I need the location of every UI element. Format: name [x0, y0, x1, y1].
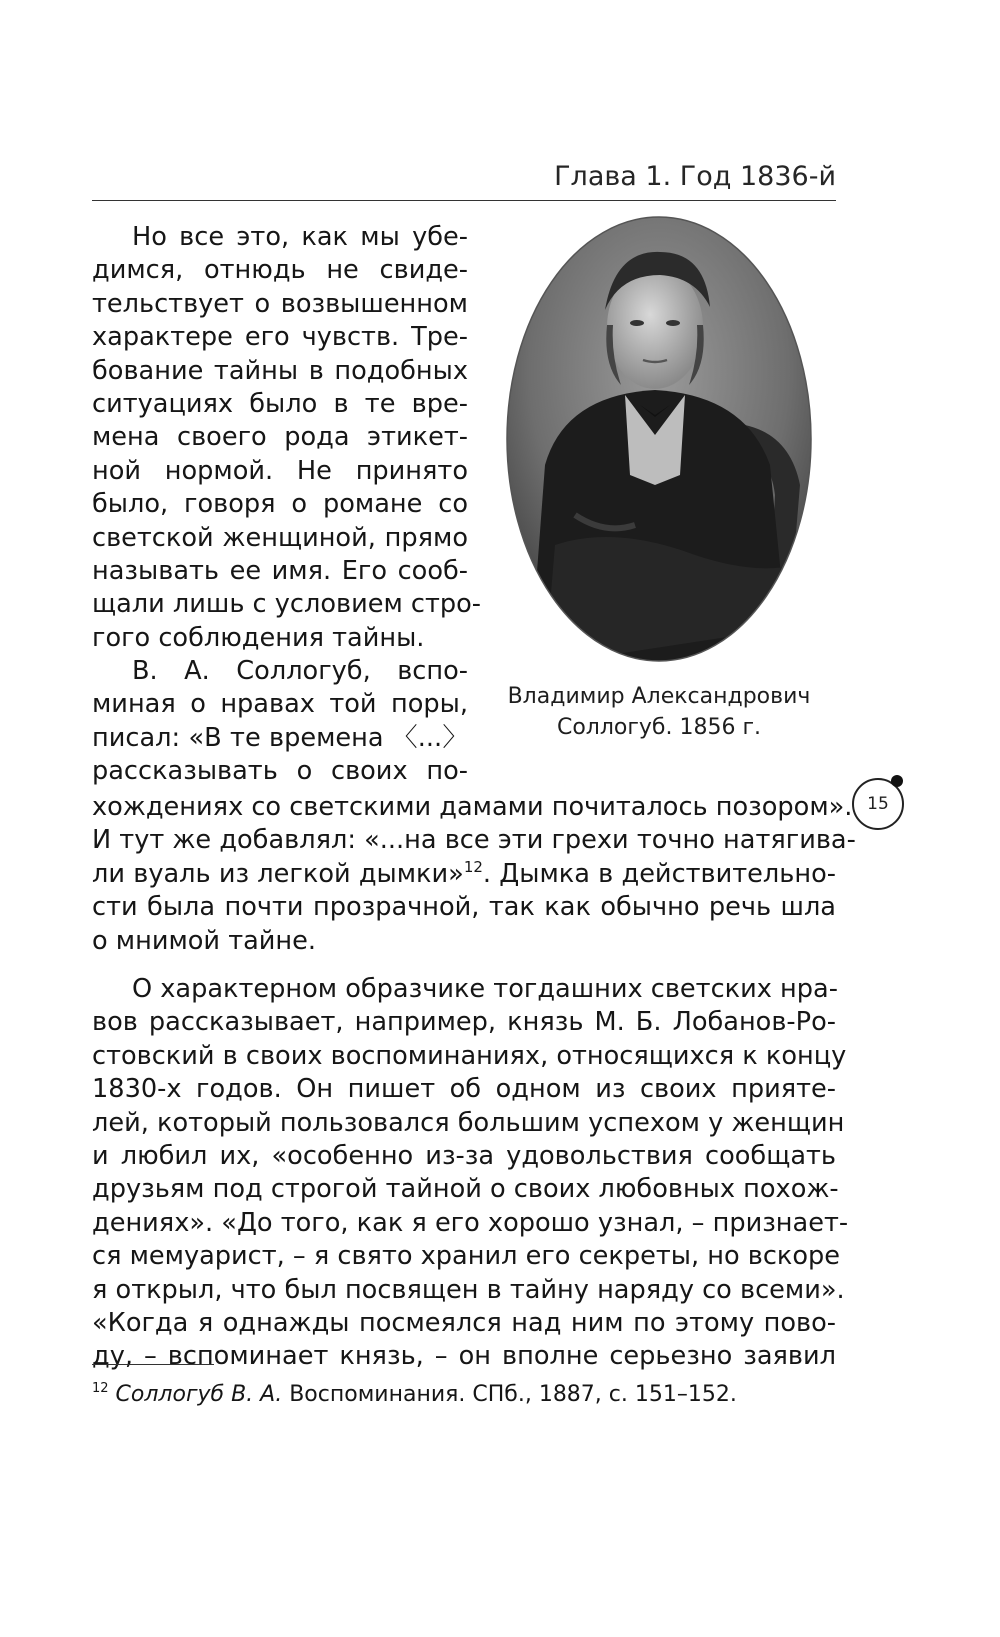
text-line: вов рассказывает, например, князь М. Б. Лобанов-Ро-	[92, 1007, 836, 1038]
text-line: мена своего рода этикет-	[92, 422, 468, 453]
text-line: щали лишь с условием стро-	[92, 589, 482, 620]
text-line: я открыл, что был посвящен в тайну наряду со всеми».	[92, 1274, 845, 1305]
footnote-reference: 12	[463, 857, 483, 876]
running-header: Глава 1. Год 1836-й	[554, 161, 836, 192]
header-rule	[92, 200, 836, 201]
paragraph-text	[92, 973, 849, 1374]
text-line: было, говоря о романе со	[92, 489, 468, 520]
text-line: О характерном образчике тогдашних светских нра-	[132, 974, 838, 1004]
text-line: характере его чувств. Тре-	[92, 322, 468, 353]
left-column-text	[92, 221, 482, 789]
text-line: друзьям под строгой тайной о своих любовных похож-	[92, 1174, 839, 1205]
text-line: и любил их, «особенно из-за удовольствия сообщать	[92, 1140, 836, 1171]
text-line: о мнимой тайне.	[92, 925, 317, 956]
footnote-text: Воспоминания. СПб., 1887, с. 151–152.	[282, 1382, 737, 1407]
text-line: ситуациях было в те вре-	[92, 388, 468, 419]
text-line: дениях». «До того, как я его хорошо узнал, – признает-	[92, 1207, 849, 1238]
text-line: 1830-х годов. Он пишет об одном из своих прияте-	[92, 1074, 836, 1105]
text-fragment: ли вуаль из легкой дымки»	[92, 858, 464, 889]
text-line: ной нормой. Не принято	[92, 455, 468, 486]
figure-caption	[487, 681, 831, 743]
footnote-author: Соллогуб В. А.	[115, 1382, 283, 1407]
text-fragment: . Дымка в действительно-	[482, 858, 836, 889]
continuation-text	[92, 791, 856, 958]
text-line: хождениях со светскими дамами почиталось позором».	[92, 792, 853, 822]
text-line: светской женщиной, прямо	[92, 522, 468, 553]
text-line: ся мемуарист, – я свято хранил его секреты, но вскоре	[92, 1241, 841, 1272]
footnote	[92, 1380, 836, 1410]
footnote-number: 12	[92, 1381, 109, 1396]
caption-line: Соллогуб. 1856 г.	[556, 715, 762, 740]
text-line: бование тайны в подобных	[92, 355, 468, 386]
footnote-rule	[92, 1364, 214, 1365]
text-line: димся, отнюдь не свиде-	[92, 255, 468, 286]
text-line: лей, который пользовался большим успехом у женщин	[92, 1107, 845, 1138]
text-line: В. А. Соллогуб, вспо-	[132, 656, 468, 687]
page-number: 15	[867, 794, 889, 814]
text-line: Но все это, как мы убе-	[132, 222, 468, 252]
text-line: «Когда я однажды посмеялся над ним по этому пово-	[92, 1307, 836, 1338]
text-line: стовский в своих воспоминаниях, относящихся к концу	[92, 1040, 847, 1071]
caption-line: Владимир Александрович	[507, 684, 811, 709]
portrait-photo-icon	[505, 215, 813, 663]
text-line: миная о нравах той поры,	[92, 689, 468, 720]
text-line: ду, – вспоминает князь, – он вполне серьезно заявил	[92, 1341, 836, 1372]
text-line: рассказывать о своих по-	[92, 756, 468, 787]
text-line: называть ее имя. Его сооб-	[92, 555, 468, 586]
text-line	[92, 858, 836, 891]
text-line: писал: «В те времена 〈...〉	[92, 722, 468, 753]
text-line: сти была почти прозрачной, так как обычно речь шла	[92, 892, 836, 923]
text-line: тельствует о возвышенном	[92, 288, 468, 319]
page-number-badge	[852, 778, 904, 830]
text-line: гого соблюдения тайны.	[92, 622, 425, 653]
text-line: И тут же добавлял: «...на все эти грехи точно натягива-	[92, 825, 856, 856]
